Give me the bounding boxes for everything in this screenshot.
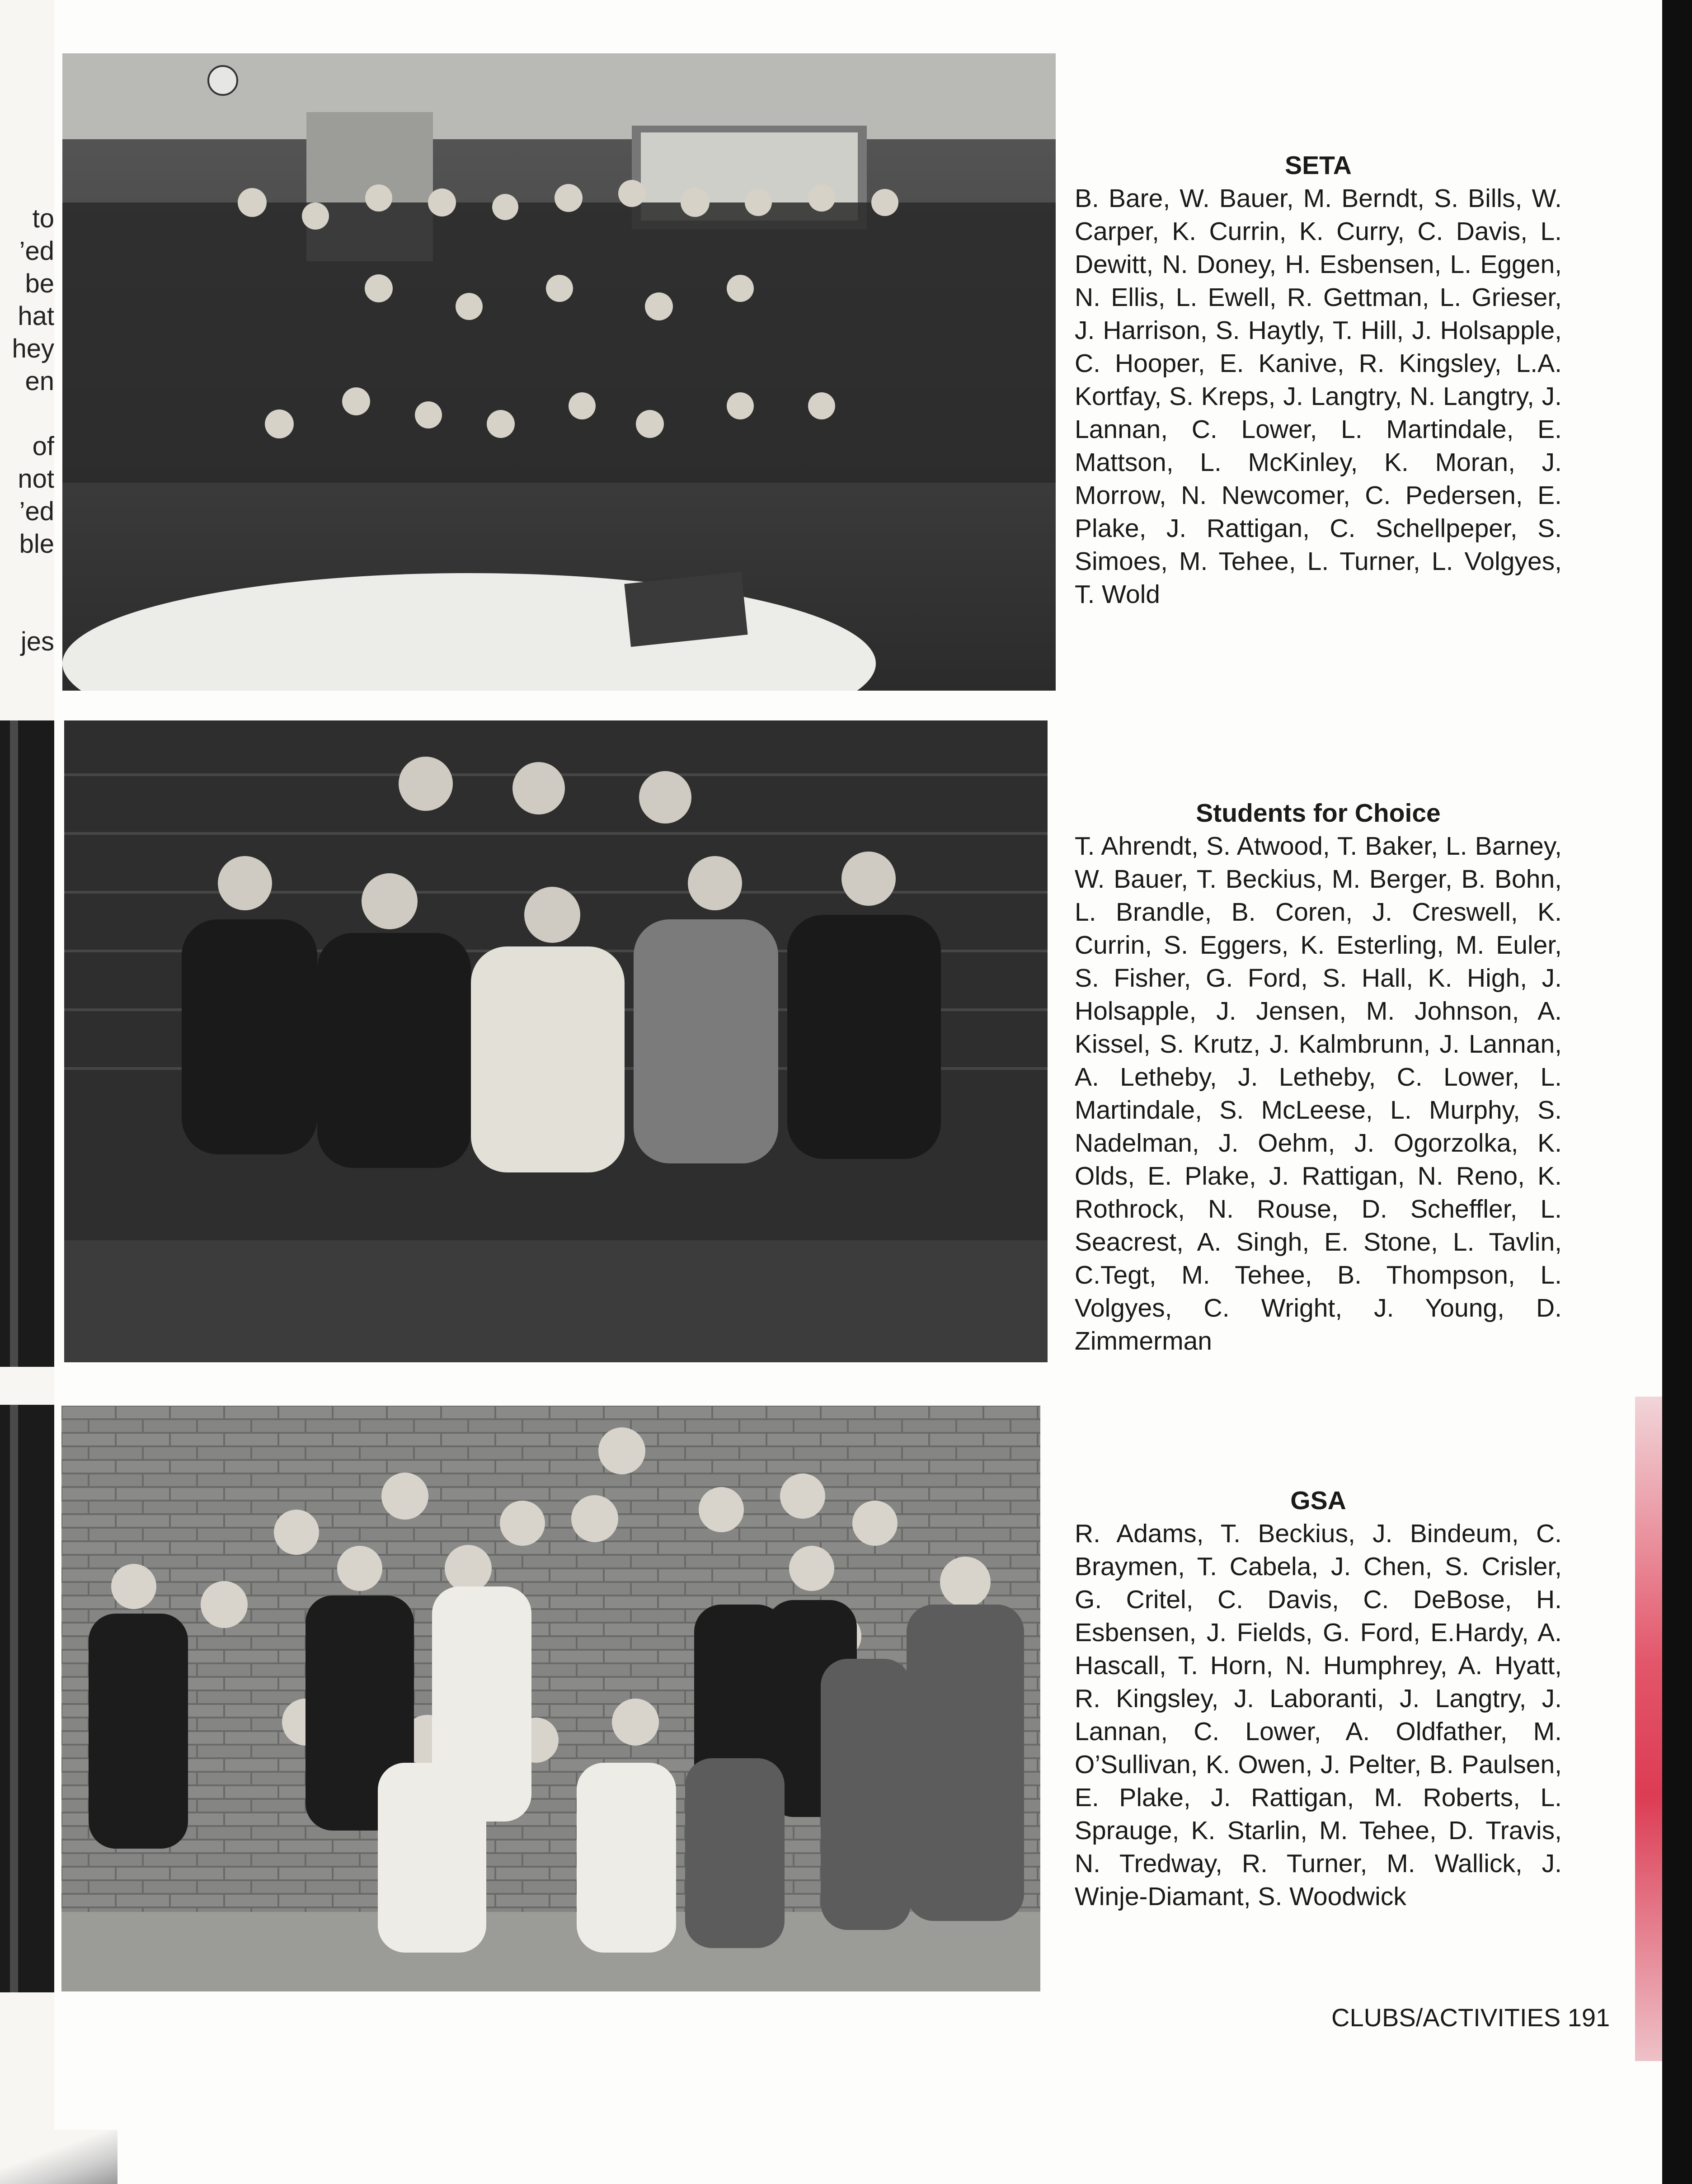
club-members: B. Bare, W. Bauer, M. Berndt, S. Bills, W. Carper, K. Currin, K. Curry, C. Davis, L. Dewitt, N. Doney, H. Esbensen, L. Eggen, N. Ellis, L. Ewell, R. Gettman, L. Grieser, J. Harrison, S. Haytly, T. Hill, J. Holsapple, C. Hooper, E. Kanive, R. Kingsley, L.A. Kortfay, S. Kreps, J. Langtry, N. Langtry, J. Lannan, C. Lower, L. Martindale, E. Mattson, L. McKinley, K. Moran, J. Morrow, N. Newcomer, C. Pedersen, E. Plake, J. Rattigan, C. Schellpeper, S. Simoes, M. Tehee, L. Turner, L. Volgyes, T. Wold — [1075, 184, 1562, 609]
club-seta — [1075, 149, 1562, 611]
fragment: ’ed — [19, 236, 54, 266]
page-folio: CLUBS/ACTIVITIES 191 — [1331, 2003, 1610, 2032]
club-title: SETA — [1285, 151, 1352, 180]
club-gsa — [1075, 1484, 1562, 1913]
seta-group-photo — [62, 53, 1056, 691]
page-corner-wear — [0, 2130, 118, 2184]
fragment: to — [32, 204, 54, 233]
club-title: Students for Choice — [1196, 799, 1441, 828]
fragment: ’ed — [19, 497, 54, 526]
club-title: GSA — [1290, 1486, 1346, 1515]
club-students-for-choice — [1075, 797, 1562, 1358]
previous-page-photo-edge — [0, 720, 54, 1367]
fragment — [4, 593, 54, 626]
fragment: hat — [18, 301, 54, 331]
previous-page-photo-edge — [0, 1405, 54, 1992]
section-color-tab — [1635, 1397, 1662, 2061]
fragment: jes — [20, 627, 54, 656]
club-members: T. Ahrendt, S. Atwood, T. Baker, L. Barney, W. Bauer, T. Beckius, M. Berger, B. Bohn, L. Brandle, B. Coren, J. Creswell, K. Currin, S. Eggers, K. Esterling, M. Euler, S. Fisher, G. Ford, S. Hall, K. High, J. Holsapple, J. Jensen, M. Johnson, A. Kissel, S. Krutz, J. Kalmbrunn, J. Lannan, A. Letheby, J. Letheby, C. Lower, L. Martindale, S. McLeese, L. Murphy, S. Nadelman, J. Oehm, J. Ogorzolka, K. Olds, E. Plake, J. Rattigan, N. Reno, K. Rothrock, N. Rouse, D. Scheffler, L. Seacrest, A. Singh, E. Stone, L. Tavlin, C.Tegt, M. Tehee, B. Thompson, L. Volgyes, C. Wright, J. Young, D. Zimmerman — [1075, 832, 1562, 1356]
fragment: ble — [19, 529, 54, 559]
gsa-group-photo — [61, 1406, 1040, 1991]
fragment — [4, 398, 54, 430]
club-members: R. Adams, T. Beckius, J. Bindeum, C. Braymen, T. Cabela, J. Chen, S. Crisler, G. Critel, C. Davis, C. DeBose, H. Esbensen, J. Fields, G. Ford, E.Hardy, A. Hascall, T. Horn, N. Humphrey, A. Hyatt, R. Kingsley, J. Laboranti, J. Langtry, J. Lannan, C. Lower, A. Oldfather, M. O’Sullivan, K. Owen, J. Pelter, B. Paulsen, E. Plake, J. Rattigan, M. Roberts, L. Sprauge, K. Starlin, M. Tehee, D. Travis, N. Tredway, R. Turner, M. Wallick, J. Winje-Diamant, S. Woodwick — [1075, 1519, 1562, 1911]
fragment — [4, 560, 54, 593]
fragment: hey — [12, 334, 54, 363]
fragment: not — [18, 464, 54, 494]
fragment: en — [25, 367, 54, 396]
fragment: of — [32, 432, 54, 461]
previous-page-text-fragments — [4, 202, 54, 658]
page-edge — [1662, 0, 1692, 2184]
fragment: be — [25, 269, 54, 298]
students-for-choice-group-photo — [64, 720, 1048, 1362]
